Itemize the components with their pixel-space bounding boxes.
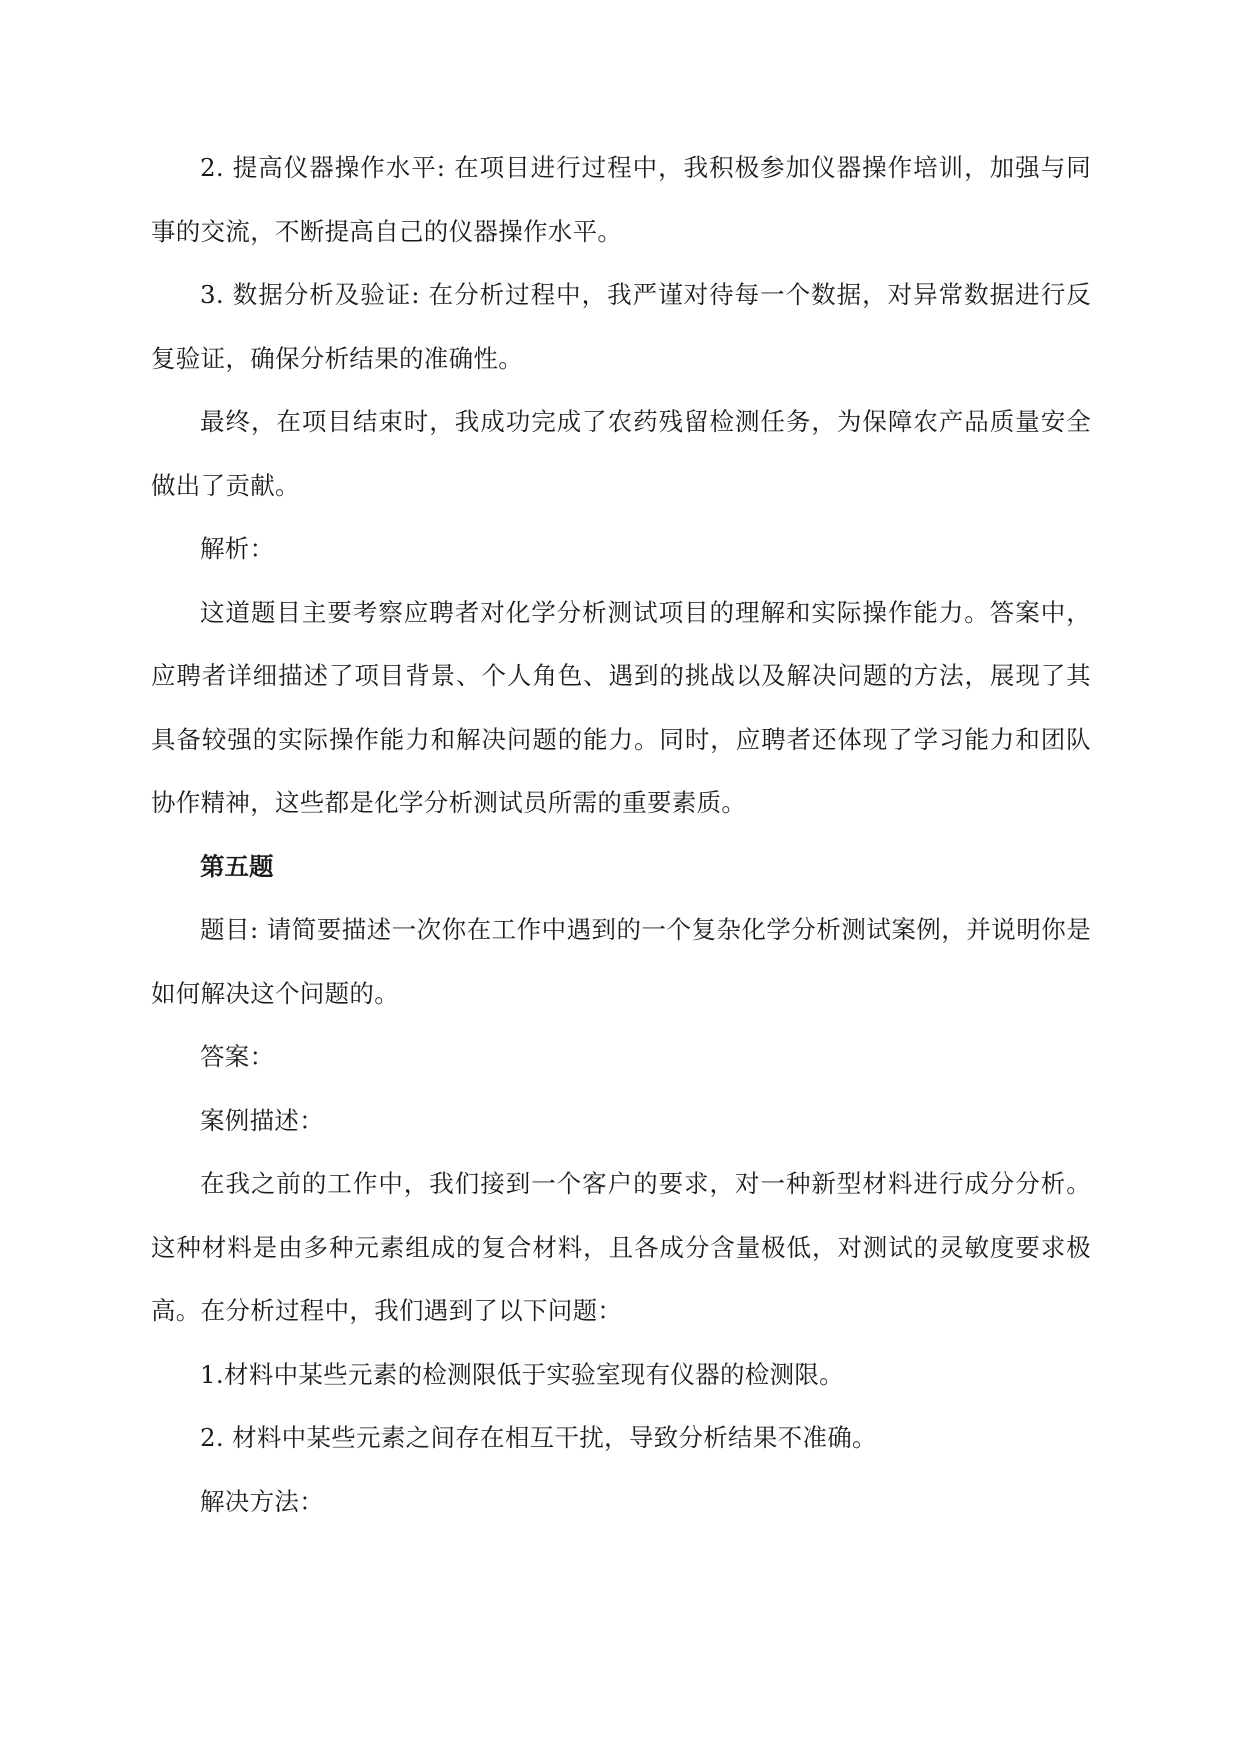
section-heading-question-five: 第五题	[200, 851, 274, 881]
paragraph-question: 题目: 请简要描述一次你在工作中遇到的一个复杂化学分析测试案例，并说明你是如何解决这个问题的。	[151, 915, 1091, 1008]
paragraph-analysis-label: 解析：	[200, 534, 275, 563]
paragraph-case-label: 案例描述：	[200, 1105, 324, 1135]
paragraph-solution-label: 解决方法：	[200, 1486, 324, 1516]
paragraph-project-result: 最终，在项目结束时，我成功完成了农药残留检测任务，为保障农产品质量安全做出了贡献。	[151, 407, 1091, 500]
paragraph-case-body: 在我之前的工作中，我们接到一个客户的要求，对一种新型材料进行成分分析。这种材料是由多种元素组成的复合材料，且各成分含量极低，对测试的灵敏度要求极高。在分析过程中，我们遇到了以下问题：	[151, 1169, 1091, 1325]
paragraph-answer-label: 答案：	[200, 1042, 275, 1071]
paragraph-problem-one: 1.材料中某些元素的检测限低于实验室现有仪器的检测限。	[200, 1359, 844, 1389]
paragraph-data-verification: 3. 数据分析及验证: 在分析过程中，我严谨对待每一个数据，对异常数据进行反复验证，确保分析结果的准确性。	[151, 280, 1091, 373]
paragraph-problem-two: 2. 材料中某些元素之间存在相互干扰，导致分析结果不准确。	[200, 1423, 877, 1452]
paragraph-instrument-skill: 2. 提高仪器操作水平: 在项目进行过程中，我积极参加仪器操作培训，加强与同事的交流，不断提高自己的仪器操作水平。	[151, 153, 1091, 246]
document-body	[151, 136, 1091, 1533]
paragraph-analysis-body: 这道题目主要考察应聘者对化学分析测试项目的理解和实际操作能力。答案中，应聘者详细描述了项目背景、个人角色、遇到的挑战以及解决问题的方法，展现了其具备较强的实际操作能力和解决问题的能力。同时，应聘者还体现了学习能力和团队协作精神，这些都是化学分析测试员所需的重要素质。	[151, 597, 1091, 817]
